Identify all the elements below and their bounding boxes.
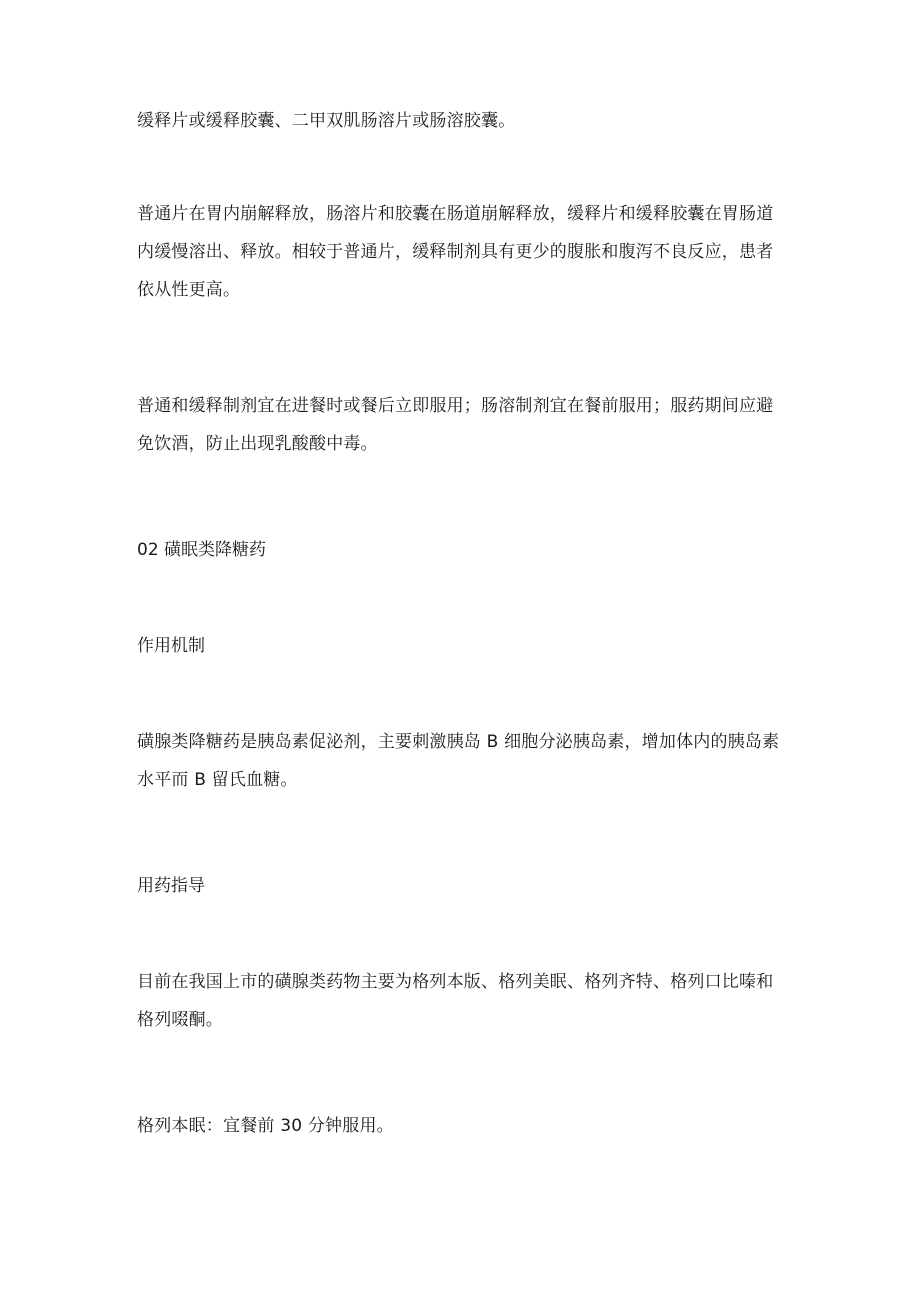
paragraph-marketed-drugs: 目前在我国上市的磺腺类药物主要为格列本版、格列美眠、格列齐特、格列口比嗪和格列啜酮。 [137, 972, 774, 1030]
subheading-medication-guidance: 用药指导 [137, 876, 205, 896]
paragraph-sustained-release: 缓释片或缓释胶囊、二甲双肌肠溶片或肠溶胶囊。 [137, 111, 516, 131]
paragraph-release-comparison: 普通片在胃内崩解释放，肠溶片和胶囊在肠道崩解释放，缓释片和缓释胶囊在胃肠道内缓慢溶出、释放。相较于普通片，缓释制剂具有更少的腹胀和腹泻不良反应，患者依从性更高。 [137, 204, 774, 300]
paragraph-mechanism: 磺腺类降糖药是胰岛素促泌剂，主要刺激胰岛 B 细胞分泌胰岛素，增加体内的胰岛素水平而 B 留氏血糖。 [137, 732, 780, 790]
section-heading-sulfonylureas: 02 磺眠类降糖药 [137, 540, 267, 560]
paragraph-dosing-timing: 普通和缓释制剂宜在进餐时或餐后立即服用；肠溶制剂宜在餐前服用；服药期间应避免饮酒，防止出现乳酸酸中毒。 [137, 396, 774, 454]
paragraph-glibenclamide: 格列本眠：宜餐前 30 分钟服用。 [137, 1116, 394, 1136]
subheading-mechanism: 作用机制 [137, 636, 205, 656]
